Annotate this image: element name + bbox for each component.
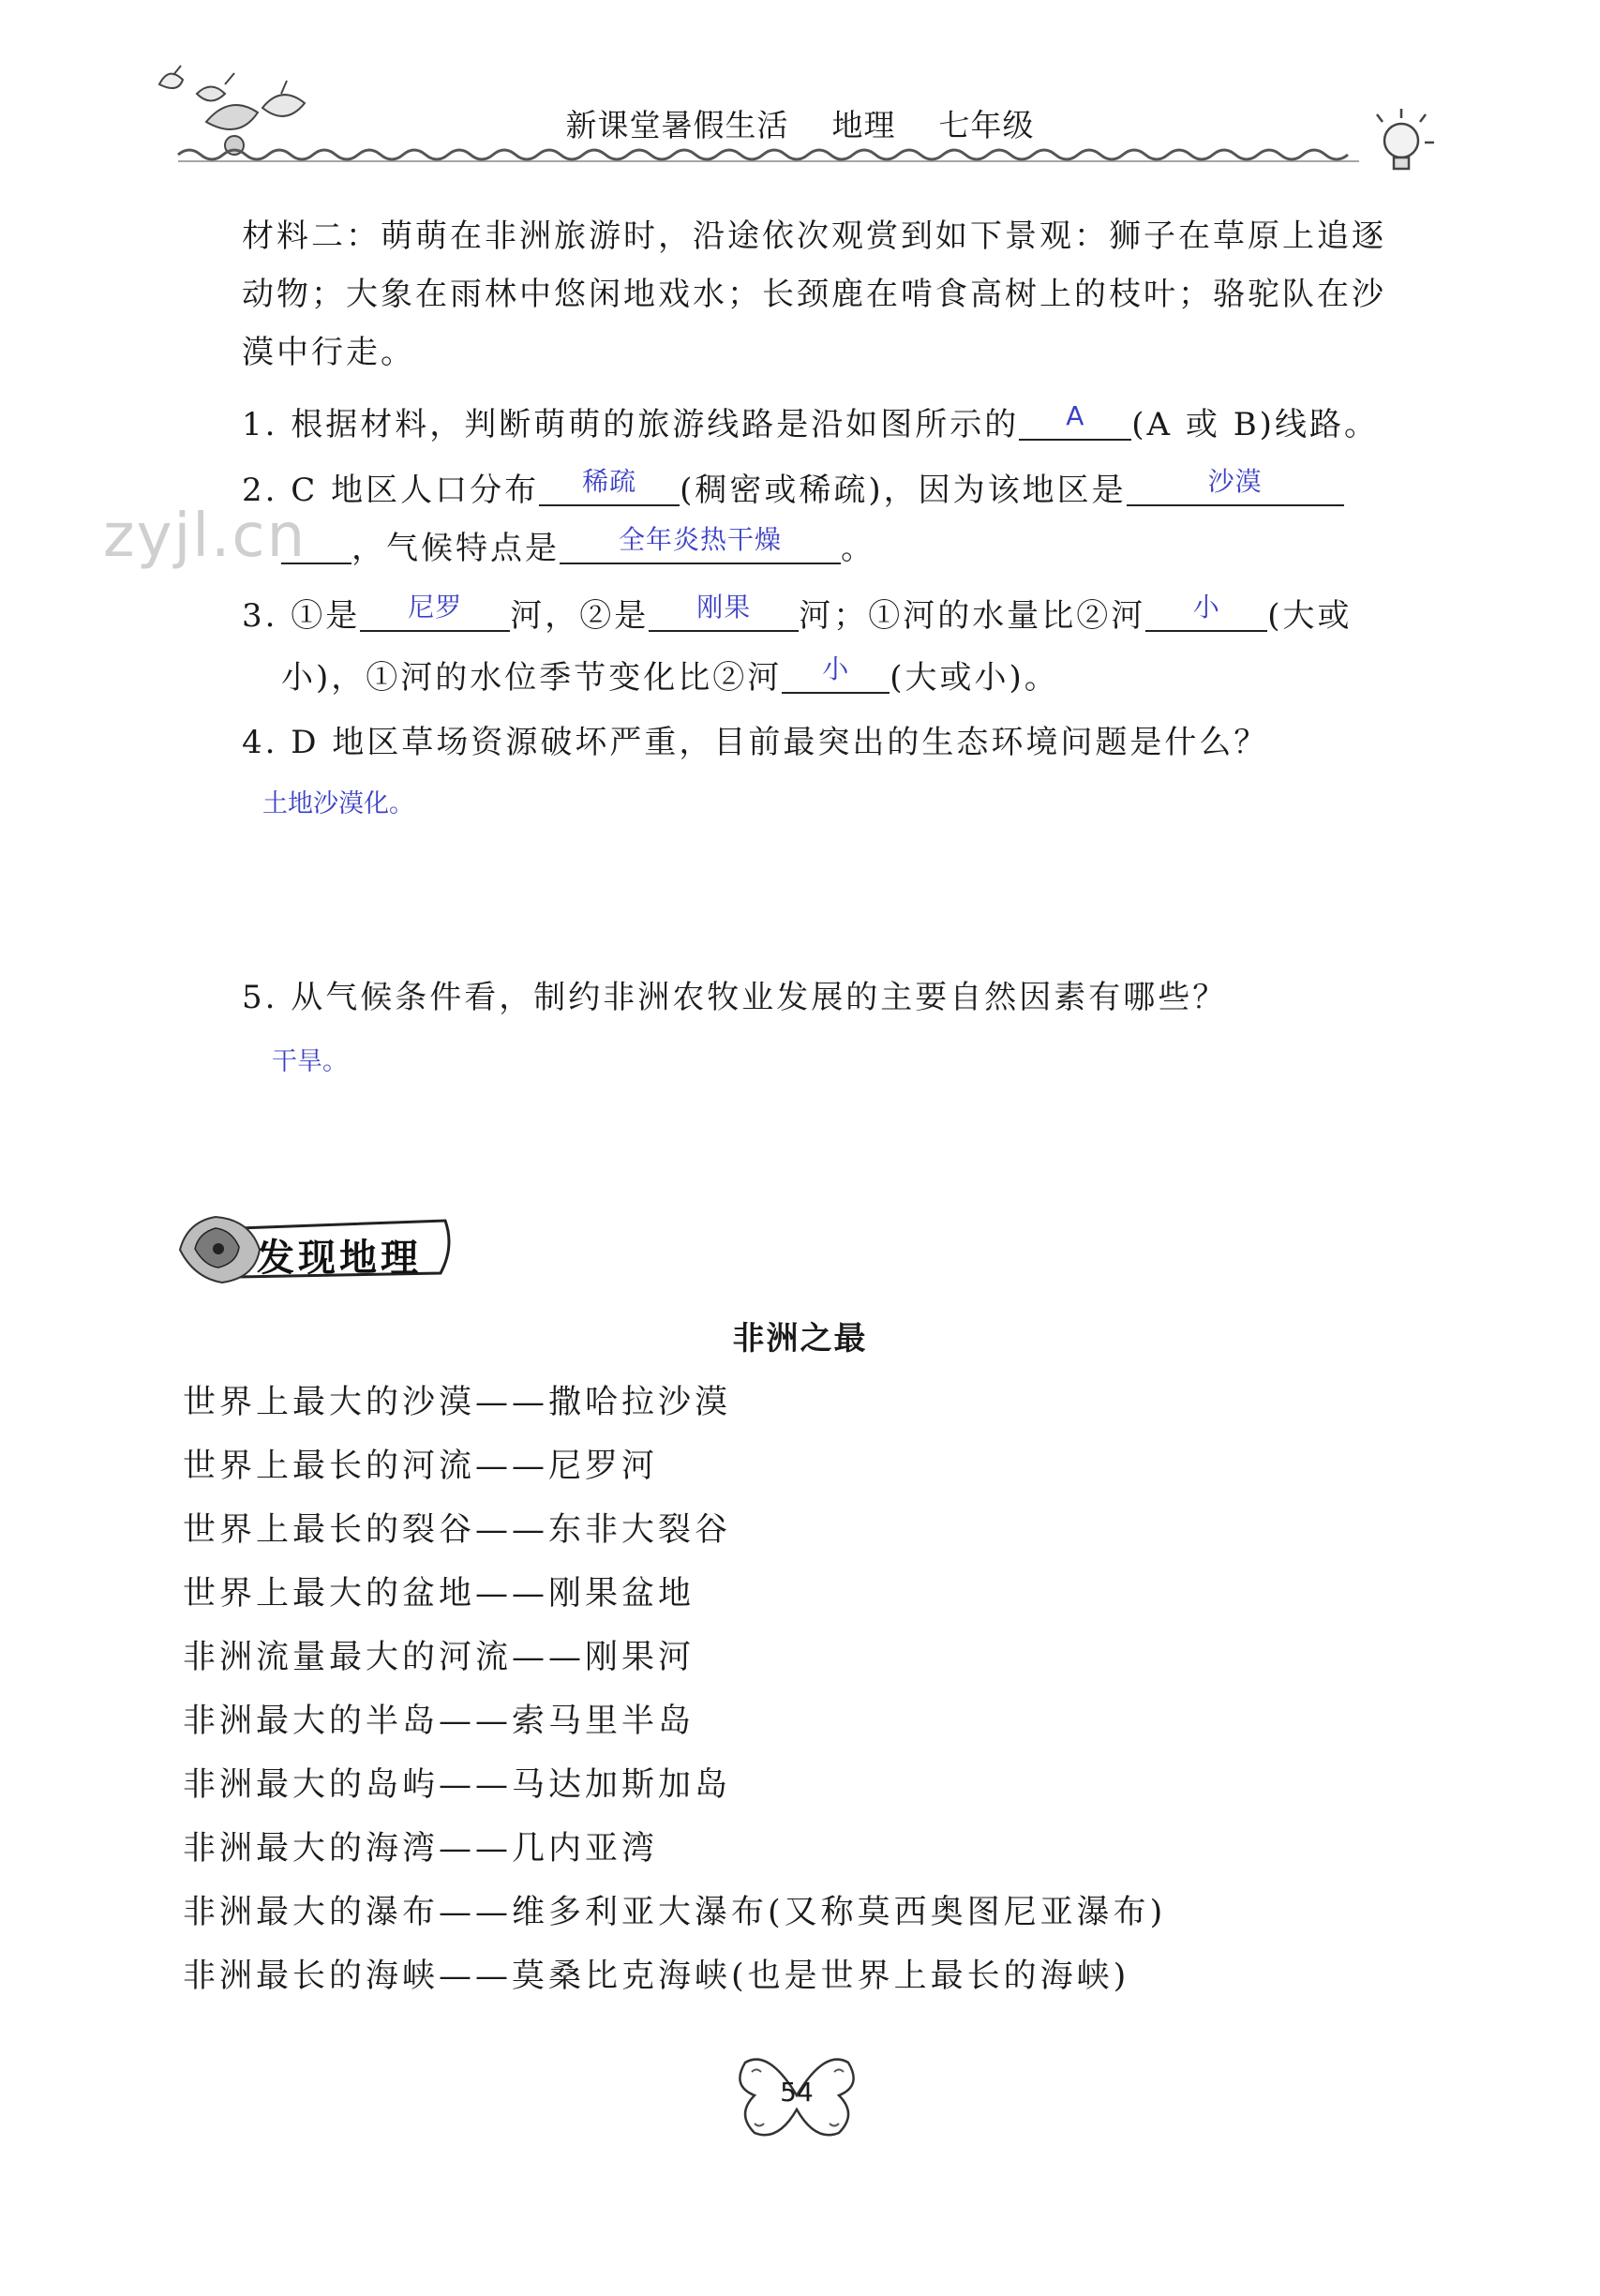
question-4 — [242, 720, 1268, 765]
question-text: 河，②是 — [510, 597, 650, 635]
handwritten-answer: 刚果 — [696, 592, 752, 623]
material-line-2: 动物；大象在雨林中悠闲地戏水；长颈鹿在啃食高树上的枝叶；骆驼队在沙 — [242, 276, 1386, 313]
material-line-3: 漠中行走。 — [242, 334, 415, 371]
question-text: (大或小)。 — [890, 659, 1059, 697]
answer-blank[interactable] — [1127, 467, 1344, 506]
question-number: 5. — [242, 979, 278, 1016]
handwritten-answer-5: 干旱。 — [272, 1047, 348, 1076]
question-number: 4. — [242, 724, 278, 761]
fact-item: 非洲流量最大的河流——刚果河 — [183, 1639, 695, 1676]
handwritten-answer-4: 土地沙漠化。 — [262, 789, 414, 818]
handwritten-answer: 小 — [1192, 592, 1220, 623]
fact-item: 非洲最大的海湾——几内亚湾 — [183, 1830, 659, 1868]
fact-item: 世界上最长的河流——尼罗河 — [183, 1448, 659, 1485]
question-3-cont — [281, 654, 1059, 700]
question-2 — [242, 467, 1344, 513]
answer-blank[interactable] — [360, 593, 510, 632]
section-title: 发现地理 — [257, 1237, 422, 1280]
answer-blank[interactable] — [560, 525, 841, 564]
question-text: 。 — [841, 530, 875, 567]
fact-item: 世界上最大的盆地——刚果盆地 — [183, 1575, 695, 1613]
question-text: C 地区人口分布 — [291, 472, 540, 509]
handwritten-answer: 小 — [822, 653, 850, 684]
question-number: 2. — [242, 472, 278, 509]
answer-blank[interactable] — [1019, 401, 1131, 441]
fact-item: 非洲最大的岛屿——马达加斯加岛 — [183, 1766, 732, 1804]
handwritten-answer: A — [1066, 400, 1085, 431]
question-text: ，气候特点是 — [351, 530, 560, 567]
header-title: 新课堂暑假生活 地理 七年级 — [565, 107, 1035, 143]
fact-item: 世界上最大的沙漠——撒哈拉沙漠 — [183, 1384, 732, 1421]
fact-item: 非洲最大的瀑布——维多利亚大瀑布(又称莫西奥图尼亚瀑布) — [183, 1894, 1167, 1931]
answer-blank-cont[interactable] — [281, 525, 351, 564]
handwritten-answer: 尼罗 — [408, 592, 463, 623]
question-number: 1. — [242, 406, 278, 443]
question-text: (稠密或稀疏)，因为该地区是 — [680, 472, 1127, 509]
question-text: (大或 — [1267, 597, 1353, 635]
question-2-cont — [281, 525, 875, 571]
watermark: zyjl.cn — [103, 502, 307, 571]
answer-blank[interactable] — [539, 467, 680, 506]
wavy-rule — [178, 150, 1348, 159]
answer-blank[interactable] — [649, 593, 799, 632]
question-text: 河；①河的水量比②河 — [799, 597, 1146, 635]
handwritten-answer: 沙漠 — [1207, 466, 1263, 497]
answer-blank[interactable] — [782, 654, 890, 694]
handwritten-answer: 稀疏 — [582, 466, 637, 497]
question-5 — [242, 975, 1227, 1020]
material-line-1: 材料二：萌萌在非洲旅游时，沿途依次观赏到如下景观：狮子在草原上追逐 — [242, 218, 1386, 255]
question-text: 根据材料，判断萌萌的旅游线路是沿如图所示的 — [291, 406, 1020, 443]
question-text: D 地区草场资源破坏严重，目前最突出的生态环境问题是什么？ — [291, 724, 1269, 761]
fact-item: 非洲最长的海峡——莫桑比克海峡(也是世界上最长的海峡) — [183, 1958, 1130, 1995]
question-number: 3. — [242, 597, 278, 635]
answer-blank[interactable] — [1145, 593, 1267, 632]
fact-item: 非洲最大的半岛——索马里半岛 — [183, 1703, 695, 1740]
handwritten-answer: 全年炎热干燥 — [618, 524, 782, 555]
question-3 — [242, 593, 1353, 638]
question-text: (A 或 B)线路。 — [1131, 406, 1379, 443]
fact-item: 世界上最长的裂谷——东非大裂谷 — [183, 1511, 732, 1549]
question-text: ①是 — [291, 597, 361, 635]
question-text: 从气候条件看，制约非洲农牧业发展的主要自然因素有哪些？ — [291, 979, 1228, 1016]
question-1 — [242, 401, 1379, 447]
subtitle: 非洲之最 — [732, 1320, 868, 1358]
question-text: 小)，①河的水位季节变化比②河 — [281, 659, 783, 697]
page-number: 54 — [780, 2077, 814, 2108]
